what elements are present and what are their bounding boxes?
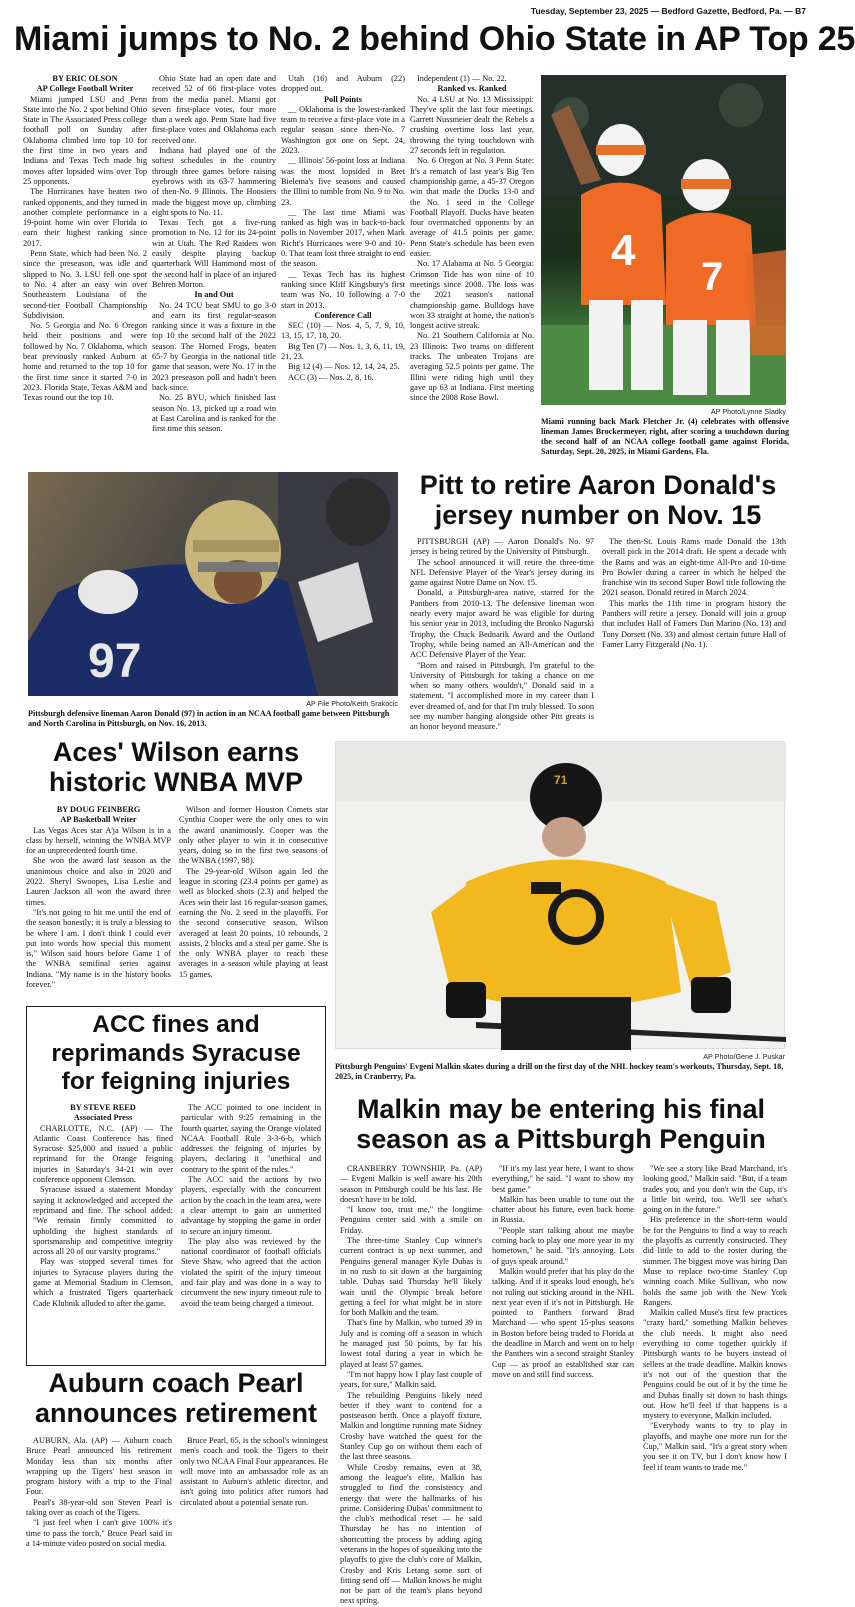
miami-photo-credit: AP Photo/Lynne Sladky: [710, 407, 786, 416]
pearl-headline: Auburn coach Pearl announces retirement: [34, 1368, 318, 1428]
pearl-paragraph: Pearl's 38-year-old son Steven Pearl is taking over as coach of the Tigers.: [26, 1497, 172, 1518]
donald-photo-figures: [28, 472, 398, 696]
miami-paragraph: Penn State, which had been No. 2 since the preseason, was idle and slipped to No. 3. LSU fell one spot to No. 4 after an easy win over Southeastern Louisiana of the second-tier Football Championship Subdivision.: [23, 249, 147, 320]
miami-subhead: In and Out: [194, 290, 234, 300]
syracuse-paragraph: Play was stopped several times for injuries to Syracuse players during the game at Memorial Stadium in Clemson, which a frustrated Tigers quarterback Cade Klubnik alluded to after the game.: [33, 1257, 173, 1308]
syracuse-box: [26, 1006, 326, 1366]
miami-paragraph: The Hurricanes have beaten two ranked opponents, and they turned in another complete performance in a 19-point home win over Florida to earn their highest ranking since 2017.: [23, 187, 147, 248]
syracuse-paragraph: Syracuse issued a statement Monday saying it acknowledged and accepted the reprimand and fine. The school added: "We remain firmly committed to upholding the highest standards of sportsmanship and competitive integrity across all 20 of our varsity programs.": [33, 1185, 173, 1257]
donald-headline: Pitt to retire Aaron Donald's jersey number on Nov. 15: [419, 470, 777, 530]
malkin-paragraph: "I'm not happy how I play last couple of years, for sure," Malkin said.: [340, 1369, 482, 1390]
donald-article-body: [410, 537, 786, 737]
miami-paragraph: No. 17 Alabama at No. 5 Georgia: Crimson Tide has won nine of 10 meetings since 2008. The loss was the 2021 season's national championship game. Bulldogs have won 33 straight at home, the nation's longest active streak.: [410, 259, 534, 331]
donald-paragraph: The then-St. Louis Rams made Donald the 13th overall pick in the 2014 draft. He spent a decade with the Rams and was an eight-time All-Pro and 10-time Pro Bowler during a career in which he helped the franchise win its second Super Bowl title following the 2021 season. Donald retired in March 2024.: [602, 537, 786, 598]
miami-byline: BY ERIC OLSON: [52, 74, 118, 83]
syracuse-byline-title: Associated Press: [73, 1113, 133, 1123]
wilson-article-body: [26, 805, 328, 1005]
miami-paragraph: No. 4 LSU at No. 13 Mississippi: They've split the last four meetings. Garrett Nussmeier dealt the Rebels a crushing overtime loss last year, throwing the tying touchdown with 27 seconds left in regulation.: [410, 94, 534, 156]
syracuse-paragraph: The ACC pointed to one incident in particular with 9:25 remaining in the fourth quarter, saying the Orange violated NCAA Football Rule 3-3-6-b, which addresses the feigning of injuries by players, declaring it "unethical and contrary to the spirit of the rules.": [181, 1103, 321, 1174]
malkin-paragraph: "If it's my last year here, I want to show everything," he said. "I want to show my best game.": [492, 1164, 634, 1194]
donald-paragraph: The school announced it will retire the three-time NFL Defensive Player of the Year's jersey during its game against Notre Dame on Nov. 15.: [410, 557, 594, 588]
page-folio: Tuesday, September 23, 2025 — Bedford Gazette, Bedford, Pa. — B7: [530, 6, 806, 16]
malkin-paragraph: That's fine by Malkin, who turned 39 in July and is coming off a season in which he managed just 50 points, by far his lowest total during a year in which he played at least 57 games.: [340, 1318, 482, 1369]
syracuse-paragraph: CHARLOTTE, N.C. (AP) — The Atlantic Coast Conference has fined Syracuse $25,000 and issued a public reprimand for the Orange feigning injuries in Saturday's 34-21 win over conference opponent Clemson.: [33, 1123, 173, 1185]
miami-subhead: Conference Call: [314, 310, 372, 320]
wilson-headline: Aces' Wilson earns historic WNBA MVP: [48, 737, 303, 797]
malkin-photo: [335, 741, 785, 1049]
miami-paragraph: __ The last time Miami was ranked as high was in back-to-back polls in November 2017, when Mark Richt's Hurricanes were 9-0 and 10-0. That team lost three straight to end the season.: [281, 207, 405, 269]
wilson-paragraph: Las Vegas Aces star A'ja Wilson is in a class by herself, winning the WNBA MVP for an unprecedented fourth time.: [26, 825, 171, 856]
malkin-paragraph: Malkin would prefer that his play do the talking. And if it speaks loud enough, he's not ruling out sticking around in the NHL next year even if it's not in Pittsburgh. He pointed to Panthers forward Brad Marchand — who spent 15-plus seasons in Boston before being traded to Florida at the deadline in March and went on to help the Panthers win a second straight Stanley Cup — as proof an established star can move on and still find success.: [492, 1266, 634, 1379]
miami-paragraph: Ohio State had an open date and received 52 of 66 first-place votes from the media panel. Miami got seven first-place votes, four more than a week ago. Penn State had five first-place votes and Oklahoma each received one.: [152, 74, 276, 145]
malkin-paragraph: Malkin has been unable to tune out the chatter about his future, even back home in Russia.: [492, 1194, 634, 1225]
donald-photo: [28, 472, 398, 696]
malkin-paragraph: His preference in the short-term would be for the Penguins to find a way to reach the playoffs as currently constructed. They did little to add to the roster during the summer. The biggest move was hiring Dan Muse to replace two-time Stanley Cup winning coach Mike Sullivan, who now holds the same job with the New York Rangers.: [643, 1215, 787, 1307]
malkin-paragraph: "People start talking about me maybe coming back to play one more year in my hometown," he said. "It's annoying. Lots of guys speak around.": [492, 1225, 634, 1266]
miami-paragraph: ACC (3) — Nos. 2, 8, 16.: [288, 372, 374, 382]
miami-paragraph: No. 6 Oregon at No. 3 Penn State: It's a rematch of last year's Big Ten championship game, a 45-37 Oregon win that made the Ducks 13-0 and the No. 1 seed in the College Football Playoff. Ducks have beaten four overmatched opponents by an average of 41.5 points per game. Penn State's schedule has been even easier.: [410, 156, 534, 259]
miami-subhead: Ranked vs. Ranked: [437, 84, 507, 94]
wilson-byline: BY DOUG FEINBERG: [56, 805, 141, 814]
malkin-paragraph: "I know too, trust me," the longtime Penguins center said with a smile on Friday.: [340, 1205, 482, 1235]
miami-paragraph: Big 12 (4) — Nos. 12, 14, 24, 25.: [288, 362, 400, 372]
miami-photo-figures: [541, 75, 786, 405]
malkin-paragraph: "We see a story like Brad Marchand, it's looking good," Malkin said. "But, if a team trades you, and you don't win the Cup, it's a little bit weird, too. We'll see what's going on in the future.": [643, 1164, 787, 1215]
wilson-paragraph: The 29-year-old Wilson again led the league in scoring (23.4 points per game) as well as blocked shots (2.3) and helped the Aces win their last 16 regular-season games, earning the No. 2 seed in the playoffs. For the second consecutive season, Wilson averaged at least 20 points, 10 rebounds, 2 assists, 2 blocks and a steal per game. She is the only WNBA player to reach these averages in a season while playing at least 15 games.: [179, 866, 328, 979]
miami-paragraph: __ Texas Tech has its highest ranking since Kliff Kingsbury's first team was No. 10 following a 7-0 start in 2013.: [281, 269, 405, 310]
miami-paragraph: Big Ten (7) — Nos. 1, 3, 6, 11, 19, 21, 23.: [281, 341, 405, 362]
syracuse-paragraph: The play also was reviewed by the national coordinator of football officials Steve Shaw, who agreed that the action violated the spirit of the injury timeout and fair play and was done in a way to circumvent the new injury timeout rule to avoid the team being charged a timeout.: [181, 1236, 321, 1308]
syracuse-byline: BY STEVE REED: [70, 1103, 136, 1112]
donald-paragraph: Donald, a Pittsburgh-area native, starred for the Panthers from 2010-13. The defensive lineman won nearly every major award he was eligible for during his senior year in 2013, including the Bronko Nagurski Trophy, the Chuck Bednarik Award and the Outland Trophy, while being named an All-American and the ACC Defensive Player of the Year.: [410, 588, 594, 660]
miami-subhead: Poll Points: [323, 94, 363, 104]
malkin-photo-figure: [336, 742, 786, 1050]
svg-text:4: 4: [611, 226, 636, 275]
miami-celebration-photo: [541, 75, 786, 405]
donald-paragraph: PITTSBURGH (AP) — Aaron Donald's No. 97 jersey is being retired by the University of Pittsburgh.: [410, 537, 594, 557]
wilson-paragraph: "It's not going to hit me until the end of the season honestly; it is truly a blessing to be where I am. I don't think I could ever put into words how special this moment is," Wilson said hours before Game 1 of the WNBA semifinal series against Indiana. "My name is in the history books forever.": [26, 907, 171, 990]
miami-photo-caption: Miami running back Mark Fletcher Jr. (4) celebrates with offensive lineman James Brockermeyer, right, after scoring a touchdown during the second half of an NCAA college football game against Florida, Saturday, Sept. 20, 2025, in Miami Gardens, Fla.: [541, 417, 789, 456]
malkin-photo-caption: Pittsburgh Penguins' Evgeni Malkin skates during a drill on the first day of the NHL hockey team's workouts, Thursday, Sept. 18, 2025, in Cranberry, Pa.: [335, 1062, 784, 1081]
miami-paragraph: Indiana had played one of the softest schedules in the country through three games before raising eyebrows with its 63-7 hammering of then-No. 9 Illinois. The Hoosiers made the biggest move up, climbing eight spots to No. 11.: [152, 146, 276, 217]
miami-paragraph: SEC (10) — Nos. 4, 5, 7, 9, 10, 13, 15, 17, 18, 20.: [281, 321, 405, 341]
malkin-paragraph: CRANBERRY TOWNSHIP, Pa. (AP) — Evgeni Malkin is well aware his 20th season in Pittsburgh could be his last. He doesn't have to be told.: [340, 1164, 482, 1204]
syracuse-paragraph: The ACC said the actions by two players, especially with the concurrent action by the coach in the team area, were a clear attempt to gain an unmerited advantage by stopping the game in order to secure an injury timeout.: [181, 1175, 321, 1236]
miami-article-body: [23, 74, 533, 470]
miami-paragraph: __ Illinois' 56-point loss at Indiana was the most lopsided in Bret Bielema's five seasons and caused the Illini to tumble from No. 9 to No. 23.: [281, 156, 405, 207]
miami-paragraph: Texas Tech got a five-rung promotion to No. 12 for its 24-point win at Utah. The Red Raiders won easily despite playing backup quarterback Will Hammond most of the second half in place of an injured Behren Morton.: [152, 218, 276, 289]
pearl-paragraph: Bruce Pearl, 65, is the school's winningest men's coach and took the Tigers to their only two NCAA Final Four appearances. He will move into an ambassador role as an assistant to Auburn's athletic director, and isn't going into politics after rumors had circulated about a potential senate run.: [180, 1436, 328, 1507]
wilson-byline-title: AP Basketball Writer: [60, 815, 137, 825]
malkin-headline: Malkin may be entering his final season as a Pittsburgh Penguin: [356, 1094, 766, 1154]
donald-paragraph: "Born and raised in Pittsburgh, I'm grateful to the University of Pittsburgh for taking a chance on me when so many others wouldn't," Donald said in a statement. "I accomplished more in my career than I ever dreamed of, and for that I'm truly blessed. To soon see my number hanging alongside other Pitt greats is an honor beyond measure.": [410, 660, 594, 732]
malkin-paragraph: While Crosby remains, even at 38, among the league's elite, Malkin has struggled to find the consistency and energy that were the hallmarks of his prime. Considering Dubas' commitment to the club's methodical reset — he said Thursday he has no intention of shortcutting the process by adding aging veterans in the hopes of squeaking into the playoffs to give the club's core of Malkin, Crosby and Kris Letang some sort of fitting send off — Malkin knows he might not be part of the team's plans beyond next spring.: [340, 1462, 482, 1606]
miami-paragraph: Utah (16) and Auburn (22) dropped out.: [281, 74, 405, 94]
miami-paragraph: No. 24 TCU beat SMU to go 3-0 and earn its first regular-season ranking since it was a fixture in the top 10 the second half of the 2022 season. The Horned Frogs, beaten 65-7 by Georgia in the national title game that season, were No. 17 in the 2023 preseason poll and hadn't been back since.: [152, 300, 276, 392]
miami-paragraph: No. 5 Georgia and No. 6 Oregon held their positions and were followed by No. 7 Oklahoma, which beat previously ranked Auburn at home and returned to the top 10 for the first time since it started 7-0 in 2023. Florida State, Texas A&M and Texas round out the top 10.: [23, 321, 147, 403]
svg-text:97: 97: [88, 635, 142, 688]
pearl-paragraph: "I just feel when I can't give 100% it's time to pass the torch," Bruce Pearl said in a 14-minute video posted on social media.: [26, 1518, 172, 1548]
miami-byline-title: AP College Football Writer: [36, 84, 134, 94]
miami-paragraph: Independent (1) — No. 22.: [417, 74, 507, 83]
svg-text:7: 7: [701, 255, 724, 299]
miami-paragraph: No. 25 BYU, which finished last season No. 13, picked up a road win at East Carolina and is ranked for the first time this season.: [152, 393, 276, 434]
miami-paragraph: No. 21 Southern California at No. 23 Illinois: Two teams on different tracks. The unbeaten Trojans are averaging 52.5 points per game. The Illini were riding high until they gave up 63 at Indiana. First meeting since the 2008 Rose Bowl.: [410, 331, 534, 403]
malkin-paragraph: The three-time Stanley Cup winner's current contract is up next summer, and Penguins general manager Kyle Dubas is in no rush to sit down at the bargaining table. Dubas said Thursday he'll likely wait until the Olympic break before getting a feel for what might be in store for both Malkin and the team.: [340, 1236, 482, 1318]
malkin-paragraph: Malkin called Muse's first few practices "crazy hard," something Malkin believes the club needs. It might also need everything to come together quickly if Pittsburgh wants to be buyers instead of sellers at the trade deadline. Malkin knows it's not out of the question that the Penguins could be out of it by the time he and Dubas finally sit down to hash things out. How he'll feel if that happens is a mystery to everyone, Malkin included.: [643, 1308, 787, 1421]
svg-text:71: 71: [554, 773, 568, 787]
miami-paragraph: Miami jumped LSU and Penn State into the No. 2 spot behind Ohio State in The Associated Press college football poll on Sunday after Oklahoma climbed into top 10 for the first time in two years and Indiana and Texas Tech made big moves after lopsided wins over Top 25 opponents.: [23, 94, 147, 186]
syracuse-article-body: [33, 1103, 321, 1365]
pearl-paragraph: AUBURN, Ala. (AP) — Auburn coach Bruce Pearl announced his retirement Monday less than six months after wrapping up the Tigers' best season in program history with a trip to the Final Four.: [26, 1436, 172, 1497]
donald-photo-caption: Pittsburgh defensive lineman Aaron Donald (97) in action in an NCAA football game between Pittsburgh and North Carolina in Pittsburgh, on Nov. 16, 2013.: [28, 709, 390, 728]
syracuse-headline: ACC fines and reprimands Syracuse for feigning injuries: [51, 1011, 301, 1095]
donald-photo-credit: AP File Photo/Keith Srakocic: [306, 699, 398, 708]
wilson-paragraph: She won the award last season as the unanimous choice and also in 2020 and 2022. Sheryl Swoopes, Lisa Leslie and Lauren Jackson all won the award three times.: [26, 856, 171, 907]
miami-paragraph: __ Oklahoma is the lowest-ranked team to receive a first-place vote in a regular season since then-No. 7 Washington got one on Sept. 24, 2023.: [281, 104, 405, 156]
wilson-paragraph: Wilson and former Houston Comets star Cynthia Cooper were the only ones to win the award unanimously. Cooper was the only other player to win it in consecutive years, doing so in the first two seasons of the WNBA (1997, 98).: [179, 805, 328, 866]
malkin-paragraph: "Everybody wants to try to play in playoffs, and maybe one more run for the Cup," Malkin said. "It's a great story when you see it on TV, but I don't know how I feel if team wants to trade me.": [643, 1421, 787, 1472]
donald-paragraph: This marks the 11th time in program history the Panthers will retire a jersey. Donald will join a group that includes Hall of Famers Dan Marino (No. 13) and Tony Dorsett (No. 33) and almost certain future Hall of Famer Larry Fitzgerald (No. 1).: [602, 598, 786, 649]
malkin-article-body: [340, 1164, 787, 1606]
malkin-paragraph: The rebuilding Penguins likely need better if they want to contend for a postseason berth. Once a playoff fixture, Malkin and longtime running mate Sidney Crosby have watched the quest for the Stanley Cup go on without them each of the last three seasons.: [340, 1390, 482, 1462]
pearl-article-body: [26, 1436, 328, 1576]
malkin-photo-credit: AP Photo/Gene J. Puskar: [703, 1052, 785, 1061]
miami-headline: Miami jumps to No. 2 behind Ohio State in AP Top 25: [14, 20, 855, 58]
